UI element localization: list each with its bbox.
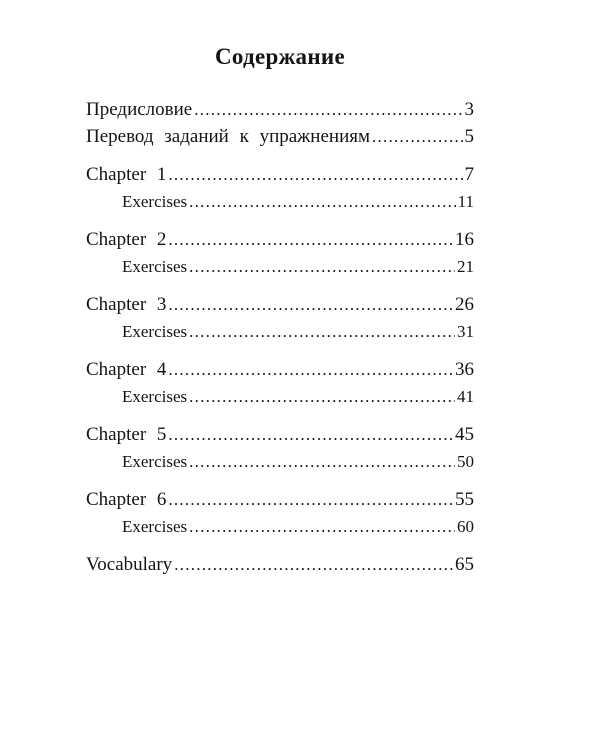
- toc-page-number: 41: [457, 387, 474, 406]
- table-of-contents: [86, 96, 474, 578]
- toc-entry-label: Chapter 2: [86, 229, 167, 250]
- toc-page-number: 5: [464, 126, 474, 147]
- toc-entry-task-translation[interactable]: [86, 123, 474, 150]
- dot-leader: [189, 318, 455, 345]
- toc-entry-label: Vocabulary: [86, 554, 173, 575]
- toc-page-number: 31: [457, 322, 474, 341]
- toc-entry-exercises-4[interactable]: [86, 383, 474, 410]
- toc-entry-preface[interactable]: [86, 96, 474, 123]
- toc-entry-chapter-4[interactable]: [86, 356, 474, 383]
- dot-leader: [189, 188, 455, 215]
- dot-leader: [189, 448, 455, 475]
- toc-entry-exercises-5[interactable]: [86, 448, 474, 475]
- dot-leader: [189, 513, 455, 540]
- toc-entry-label: Exercises: [122, 192, 188, 211]
- toc-entry-label: Chapter 4: [86, 359, 167, 380]
- page-title: Содержание: [215, 44, 345, 69]
- toc-entry-vocabulary[interactable]: [86, 551, 474, 578]
- dot-leader: [168, 291, 453, 318]
- toc-entry-exercises-3[interactable]: [86, 318, 474, 345]
- toc-page-number: 11: [457, 192, 474, 211]
- dot-leader: [168, 421, 453, 448]
- toc-page-number: 26: [455, 294, 474, 315]
- toc-page-number: 45: [455, 424, 474, 445]
- dot-leader: [168, 486, 453, 513]
- toc-entry-label: Exercises: [122, 452, 188, 471]
- toc-entry-chapter-1[interactable]: [86, 161, 474, 188]
- toc-entry-exercises-1[interactable]: [86, 188, 474, 215]
- dot-leader: [168, 356, 453, 383]
- toc-entry-label: Exercises: [122, 257, 188, 276]
- toc-entry-label: Предисловие: [86, 99, 193, 120]
- toc-entry-label: Exercises: [122, 322, 188, 341]
- toc-entry-chapter-3[interactable]: [86, 291, 474, 318]
- toc-entry-chapter-5[interactable]: [86, 421, 474, 448]
- toc-entry-label: Chapter 3: [86, 294, 167, 315]
- toc-page-number: 36: [455, 359, 474, 380]
- toc-page-number: 3: [464, 99, 474, 120]
- toc-entry-label: Exercises: [122, 517, 188, 536]
- toc-page-number: 21: [457, 257, 474, 276]
- dot-leader: [174, 551, 453, 578]
- toc-entry-label: Chapter 1: [86, 164, 167, 185]
- dot-leader: [372, 123, 463, 150]
- toc-entry-label: Chapter 6: [86, 489, 167, 510]
- toc-entry-exercises-2[interactable]: [86, 253, 474, 280]
- toc-page-number: 60: [457, 517, 474, 536]
- toc-entry-chapter-6[interactable]: [86, 486, 474, 513]
- dot-leader: [168, 161, 462, 188]
- toc-page-number: 7: [464, 164, 474, 185]
- toc-entry-label: Chapter 5: [86, 424, 167, 445]
- toc-page-number: 65: [455, 554, 474, 575]
- toc-page-number: 16: [455, 229, 474, 250]
- toc-page-number: 55: [455, 489, 474, 510]
- dot-leader: [189, 383, 455, 410]
- toc-entry-exercises-6[interactable]: [86, 513, 474, 540]
- dot-leader: [168, 226, 453, 253]
- dot-leader: [194, 96, 462, 123]
- toc-entry-label: Exercises: [122, 387, 188, 406]
- toc-entry-label: Перевод заданий к упражнениям: [86, 126, 370, 147]
- toc-entry-chapter-2[interactable]: [86, 226, 474, 253]
- dot-leader: [189, 253, 455, 280]
- toc-page-number: 50: [457, 452, 474, 471]
